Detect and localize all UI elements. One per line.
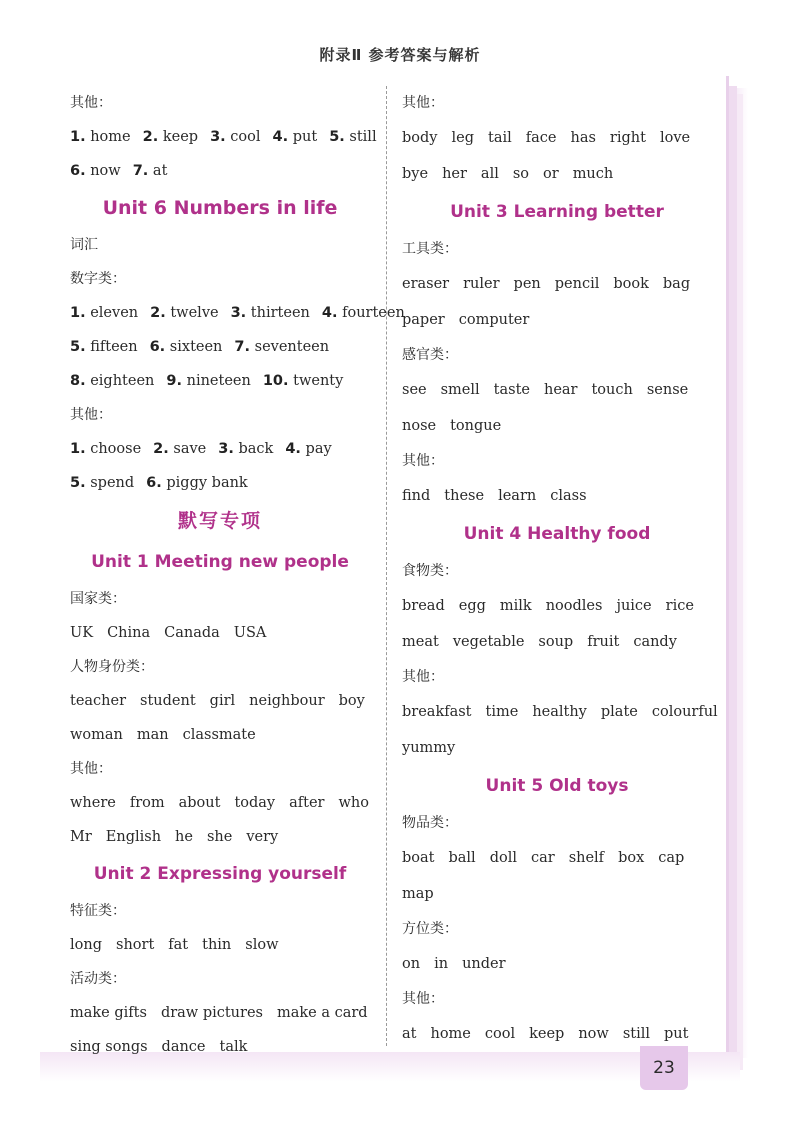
item-number: 9. <box>166 373 182 389</box>
dictation-word: English <box>105 829 162 845</box>
section-label: 活动类： <box>70 971 126 987</box>
item-word: pay <box>300 441 332 457</box>
word-row <box>402 372 712 408</box>
dictation-word: so <box>512 166 530 182</box>
unit-title: Unit 1 Meeting new people <box>91 552 349 572</box>
vocab-item <box>322 305 405 321</box>
dictation-word: paper <box>402 312 445 328</box>
item-number: 6. <box>146 475 162 491</box>
dictation-word: sing songs <box>70 1039 148 1055</box>
item-number: 4. <box>285 441 301 457</box>
item-word: choose <box>85 441 142 457</box>
vocab-item <box>231 305 310 321</box>
dictation-word: milk <box>499 598 532 614</box>
word-row <box>402 588 712 624</box>
dictation-word: egg <box>458 598 486 614</box>
section-label: 其他： <box>70 407 112 423</box>
dictation-word: hear <box>543 382 578 398</box>
vocab-item <box>70 373 154 389</box>
item-number: 2. <box>153 441 169 457</box>
dictation-word: rice <box>665 598 694 614</box>
vocab-item <box>146 475 248 491</box>
dictation-word: map <box>402 886 434 902</box>
dictation-word: box <box>618 850 645 866</box>
item-number: 8. <box>70 373 86 389</box>
dictation-word: man <box>136 727 169 743</box>
dictation-word: dance <box>161 1039 206 1055</box>
left-column <box>70 86 405 1064</box>
word-row <box>402 694 718 730</box>
word-row <box>402 120 712 156</box>
dictation-word: pencil <box>554 276 600 292</box>
section-label: 其他： <box>70 761 112 777</box>
section-label: 特征类： <box>70 903 126 919</box>
vocab-item <box>234 339 329 355</box>
dictation-word: these <box>444 488 485 504</box>
dictation-word: breakfast <box>402 704 472 720</box>
dictation-word: draw pictures <box>160 1005 263 1021</box>
section-label: 方位类： <box>402 921 458 937</box>
dictation-word: at <box>402 1026 417 1042</box>
vocab-item <box>329 129 376 145</box>
item-word: save <box>168 441 207 457</box>
dictation-word: bye <box>402 166 429 182</box>
dictation-word: yummy <box>402 740 456 756</box>
vocab-item <box>150 305 218 321</box>
item-word: fourteen <box>337 305 405 321</box>
unit-title: Unit 4 Healthy food <box>463 524 651 544</box>
vocab-item <box>150 339 223 355</box>
dictation-word: from <box>129 795 165 811</box>
dictation-word: ball <box>448 850 476 866</box>
dictation-word: long <box>70 937 102 953</box>
item-word: piggy bank <box>161 475 248 491</box>
dictation-word: juice <box>616 598 652 614</box>
dictation-word: she <box>206 829 233 845</box>
numbered-row <box>70 466 370 500</box>
item-word: twenty <box>288 373 344 389</box>
dictation-word: has <box>570 130 596 146</box>
unit-title: Unit 5 Old toys <box>485 776 629 796</box>
vocab-item <box>70 163 121 179</box>
word-row <box>402 876 712 912</box>
vocab-item <box>70 129 131 145</box>
dictation-word: now <box>578 1026 609 1042</box>
section-label: 其他： <box>402 453 444 469</box>
dictation-word: boy <box>338 693 365 709</box>
dictation-word: noodles <box>545 598 603 614</box>
word-row <box>70 928 370 962</box>
column-divider <box>386 86 387 1046</box>
item-number: 5. <box>70 339 86 355</box>
item-number: 2. <box>142 129 159 145</box>
vocab-item <box>285 441 331 457</box>
vocab-item <box>133 163 168 179</box>
unit-title: Unit 3 Learning better <box>450 202 664 222</box>
item-number: 3. <box>230 305 247 321</box>
dictation-word: taste <box>493 382 530 398</box>
word-row <box>402 840 712 876</box>
numbered-row <box>70 154 370 188</box>
dictation-word: make a card <box>276 1005 368 1021</box>
item-number: 1. <box>70 441 86 457</box>
section-label: 其他： <box>402 991 444 1007</box>
section-label: 物品类： <box>402 815 458 831</box>
numbered-row <box>70 296 405 330</box>
dictation-word: plate <box>600 704 638 720</box>
numbered-row <box>70 432 370 466</box>
dictation-word: right <box>609 130 646 146</box>
dictation-word: nose <box>402 418 437 434</box>
section-label: 其他： <box>402 95 444 111</box>
dictation-word: short <box>116 937 155 953</box>
dictation-word: much <box>572 166 614 182</box>
item-word: back <box>233 441 274 457</box>
word-row <box>402 730 712 766</box>
dictation-word: fruit <box>587 634 620 650</box>
numbered-row <box>70 120 377 154</box>
dictation-word: all <box>480 166 499 182</box>
dictation-word: pen <box>513 276 541 292</box>
word-row <box>70 616 370 650</box>
dictation-word: sense <box>646 382 689 398</box>
dictation-word: after <box>289 795 325 811</box>
dictation-word: on <box>402 956 421 972</box>
numbered-row <box>70 330 370 364</box>
dictation-word: body <box>402 130 438 146</box>
item-number: 4. <box>272 129 289 145</box>
dictation-word: colourful <box>651 704 718 720</box>
dictation-word: love <box>659 130 691 146</box>
item-number: 10. <box>262 373 289 389</box>
item-word: eighteen <box>85 373 155 389</box>
section-label: 国家类： <box>70 591 126 607</box>
word-row <box>402 266 712 302</box>
vocab-item <box>166 373 250 389</box>
word-row <box>402 478 712 514</box>
dictation-word: leg <box>451 130 475 146</box>
dictation-word: boat <box>402 850 435 866</box>
vocab-item <box>273 129 318 145</box>
item-word: spend <box>85 475 135 491</box>
dictation-word: computer <box>458 312 530 328</box>
dictation-word: car <box>530 850 555 866</box>
section-label: 人物身份类： <box>70 659 154 675</box>
dictation-word: Canada <box>164 625 220 641</box>
vocab-item <box>218 441 273 457</box>
item-word: fifteen <box>85 339 138 355</box>
vocab-item <box>70 339 138 355</box>
dictation-word: put <box>664 1026 689 1042</box>
dictation-word: book <box>613 276 649 292</box>
dictation-word: USA <box>233 625 267 641</box>
item-word: keep <box>158 129 199 145</box>
page-number: 23 <box>640 1046 688 1090</box>
dictation-word: talk <box>219 1039 248 1055</box>
page-side-shadow <box>726 88 748 1058</box>
dictation-word: girl <box>209 693 236 709</box>
dictation-word: fat <box>168 937 189 953</box>
item-word: cool <box>225 129 261 145</box>
dictation-word: face <box>525 130 557 146</box>
dictation-word: learn <box>498 488 537 504</box>
dictation-word: class <box>550 488 587 504</box>
item-word: put <box>288 129 318 145</box>
item-word: seventeen <box>250 339 330 355</box>
section-label: 感官类： <box>402 347 458 363</box>
item-word: eleven <box>85 305 139 321</box>
dictation-word: make gifts <box>70 1005 147 1021</box>
dictation-word: tail <box>488 130 512 146</box>
dictation-word: candy <box>633 634 677 650</box>
dictation-word: about <box>178 795 221 811</box>
dictation-word: see <box>402 382 427 398</box>
dictation-word: still <box>622 1026 651 1042</box>
word-row <box>70 1030 370 1064</box>
word-row <box>70 718 370 752</box>
section-label: 工具类： <box>402 241 458 257</box>
item-number: 3. <box>210 129 226 145</box>
dictation-word: touch <box>591 382 633 398</box>
dictation-word: UK <box>70 625 94 641</box>
page-header: 附录Ⅱ 参考答案与解析 <box>319 46 481 64</box>
vocab-item <box>70 441 141 457</box>
section-label: 词汇 <box>70 237 98 253</box>
item-number: 6. <box>70 163 86 179</box>
item-number: 6. <box>149 339 166 355</box>
vocab-item <box>263 373 343 389</box>
dictation-word: home <box>430 1026 471 1042</box>
dictation-word: China <box>107 625 151 641</box>
word-row <box>402 624 712 660</box>
dictation-word: today <box>234 795 276 811</box>
item-number: 1. <box>70 129 86 145</box>
item-word: twelve <box>165 305 219 321</box>
section-label: 数字类： <box>70 271 126 287</box>
dictation-word: thin <box>202 937 232 953</box>
dictation-word: keep <box>529 1026 565 1042</box>
dictation-word: time <box>485 704 519 720</box>
item-number: 4. <box>321 305 338 321</box>
section-label: 其他： <box>70 95 112 111</box>
dictation-word: bag <box>662 276 691 292</box>
item-number: 1. <box>70 305 86 321</box>
item-word: still <box>344 129 377 145</box>
item-word: at <box>148 163 168 179</box>
dictation-word: teacher <box>70 693 127 709</box>
dictation-word: he <box>175 829 193 845</box>
dictation-word: tongue <box>450 418 502 434</box>
dictation-word: healthy <box>532 704 587 720</box>
dictation-word: bread <box>402 598 445 614</box>
dictation-word: doll <box>489 850 517 866</box>
item-word: nineteen <box>182 373 251 389</box>
dictation-word: in <box>434 956 449 972</box>
word-row <box>70 786 370 820</box>
dictation-word: find <box>402 488 431 504</box>
dictation-word: smell <box>440 382 480 398</box>
unit-title: Unit 6 Numbers in life <box>102 197 338 219</box>
dictation-word: very <box>246 829 279 845</box>
item-word: sixteen <box>165 339 223 355</box>
dictation-word: woman <box>70 727 123 743</box>
dictation-word: eraser <box>402 276 450 292</box>
item-number: 7. <box>132 163 149 179</box>
dictation-word: where <box>70 795 116 811</box>
dictation-word: Mr <box>70 829 92 845</box>
dictation-word: meat <box>402 634 439 650</box>
dictation-word: cool <box>484 1026 516 1042</box>
dictation-word: soup <box>538 634 574 650</box>
vocab-item <box>143 129 198 145</box>
item-word: thirteen <box>246 305 310 321</box>
right-column <box>402 86 718 1052</box>
word-row <box>402 946 712 982</box>
word-row <box>70 820 370 854</box>
section-label: 食物类： <box>402 563 458 579</box>
item-number: 3. <box>218 441 234 457</box>
dictation-word: ruler <box>463 276 500 292</box>
dictation-word: her <box>442 166 467 182</box>
word-row <box>402 156 712 192</box>
word-row <box>70 996 370 1030</box>
dictation-word: classmate <box>182 727 256 743</box>
dictation-word: who <box>338 795 369 811</box>
word-row <box>402 302 712 338</box>
item-number: 5. <box>329 129 345 145</box>
dictation-word: under <box>462 956 506 972</box>
dictation-word: slow <box>245 937 279 953</box>
dictation-word: vegetable <box>452 634 525 650</box>
dictation-title: 默写专项 <box>177 510 262 532</box>
dictation-word: or <box>543 166 559 182</box>
item-word: home <box>85 129 131 145</box>
numbered-row <box>70 364 370 398</box>
unit-title: Unit 2 Expressing yourself <box>93 864 347 884</box>
item-word: now <box>85 163 121 179</box>
vocab-item <box>70 305 138 321</box>
dictation-word: neighbour <box>249 693 325 709</box>
item-number: 5. <box>70 475 86 491</box>
vocab-item <box>153 441 206 457</box>
item-number: 2. <box>150 305 166 321</box>
word-row <box>70 684 370 718</box>
vocab-item <box>210 129 260 145</box>
dictation-word: student <box>140 693 196 709</box>
section-label: 其他： <box>402 669 444 685</box>
dictation-word: cap <box>658 850 685 866</box>
dictation-word: shelf <box>568 850 605 866</box>
vocab-item <box>70 475 134 491</box>
word-row <box>402 408 712 444</box>
item-number: 7. <box>234 339 251 355</box>
